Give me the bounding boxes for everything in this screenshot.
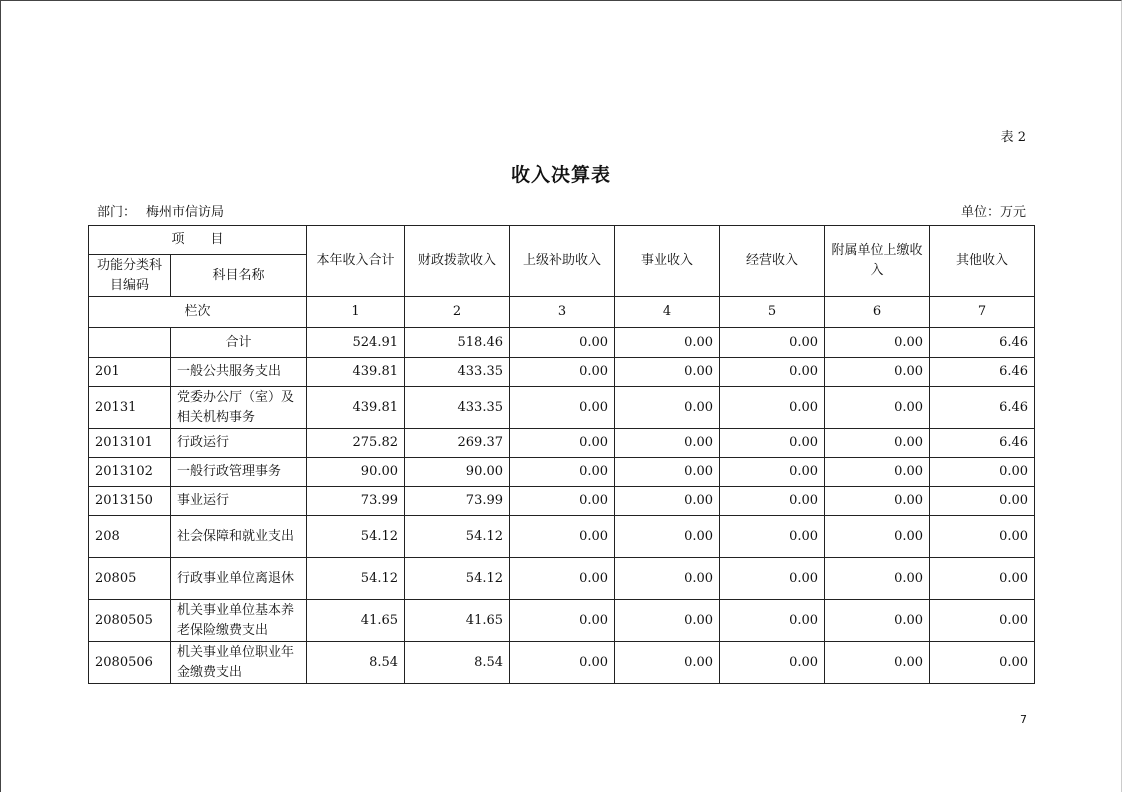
row-value: 439.81 xyxy=(307,387,405,429)
row-code: 20805 xyxy=(89,558,171,600)
row-value: 8.54 xyxy=(405,642,510,684)
row-value: 0.00 xyxy=(825,558,930,600)
row-value: 54.12 xyxy=(307,516,405,558)
header-col-7: 其他收入 xyxy=(930,226,1035,297)
row-code: 2080505 xyxy=(89,600,171,642)
row-value: 0.00 xyxy=(930,516,1035,558)
table-row xyxy=(89,642,1035,684)
row-value: 0.00 xyxy=(615,600,720,642)
header-col-4: 事业收入 xyxy=(615,226,720,297)
row-name: 行政事业单位离退休 xyxy=(171,558,307,600)
row-code: 2013150 xyxy=(89,487,171,516)
row-value: 439.81 xyxy=(307,358,405,387)
row-value: 0.00 xyxy=(510,458,615,487)
row-value: 0.00 xyxy=(825,328,930,358)
row-value: 0.00 xyxy=(720,558,825,600)
index-number: 7 xyxy=(930,297,1035,328)
row-code xyxy=(89,328,171,358)
index-number: 5 xyxy=(720,297,825,328)
row-value: 0.00 xyxy=(615,487,720,516)
table-row xyxy=(89,458,1035,487)
header-col-2: 财政拨款收入 xyxy=(405,226,510,297)
row-value: 54.12 xyxy=(307,558,405,600)
header-item: 项 目 xyxy=(89,226,307,255)
row-name: 一般公共服务支出 xyxy=(171,358,307,387)
row-value: 0.00 xyxy=(930,600,1035,642)
row-value: 0.00 xyxy=(510,358,615,387)
row-value: 0.00 xyxy=(510,487,615,516)
department-value: 梅州市信访局 xyxy=(146,205,225,220)
row-value: 518.46 xyxy=(405,328,510,358)
row-code: 201 xyxy=(89,358,171,387)
row-value: 73.99 xyxy=(307,487,405,516)
row-value: 0.00 xyxy=(720,458,825,487)
row-value: 0.00 xyxy=(930,458,1035,487)
index-number: 1 xyxy=(307,297,405,328)
row-value: 0.00 xyxy=(615,358,720,387)
row-value: 6.46 xyxy=(930,429,1035,458)
row-value: 0.00 xyxy=(720,429,825,458)
row-value: 0.00 xyxy=(615,516,720,558)
row-value: 0.00 xyxy=(510,642,615,684)
table-row xyxy=(89,558,1035,600)
index-label: 栏次 xyxy=(89,297,307,328)
page-title: 收入决算表 xyxy=(510,164,611,186)
row-value: 0.00 xyxy=(720,487,825,516)
row-value: 0.00 xyxy=(720,387,825,429)
row-name: 机关事业单位职业年金缴费支出 xyxy=(171,642,307,684)
row-value: 73.99 xyxy=(405,487,510,516)
table-row xyxy=(89,600,1035,642)
row-value: 0.00 xyxy=(615,558,720,600)
row-value: 524.91 xyxy=(307,328,405,358)
row-code: 2013102 xyxy=(89,458,171,487)
table-row xyxy=(89,487,1035,516)
header-col-1: 本年收入合计 xyxy=(307,226,405,297)
row-value: 0.00 xyxy=(930,487,1035,516)
row-name: 事业运行 xyxy=(171,487,307,516)
index-number: 3 xyxy=(510,297,615,328)
row-code: 208 xyxy=(89,516,171,558)
row-name: 党委办公厅（室）及相关机构事务 xyxy=(171,387,307,429)
row-value: 0.00 xyxy=(510,558,615,600)
row-value: 54.12 xyxy=(405,516,510,558)
row-value: 0.00 xyxy=(825,642,930,684)
row-value: 0.00 xyxy=(825,600,930,642)
row-value: 0.00 xyxy=(825,358,930,387)
row-value: 0.00 xyxy=(720,642,825,684)
header-col-6: 附属单位上缴收入 xyxy=(825,226,930,297)
row-value: 0.00 xyxy=(825,387,930,429)
row-value: 0.00 xyxy=(615,458,720,487)
row-value: 0.00 xyxy=(615,429,720,458)
row-value: 6.46 xyxy=(930,358,1035,387)
row-value: 8.54 xyxy=(307,642,405,684)
table-number: 表 2 xyxy=(1000,130,1026,145)
row-name: 一般行政管理事务 xyxy=(171,458,307,487)
row-value: 0.00 xyxy=(510,600,615,642)
header-col-3: 上级补助收入 xyxy=(510,226,615,297)
income-table xyxy=(88,225,1035,684)
header-col-5: 经营收入 xyxy=(720,226,825,297)
row-value: 0.00 xyxy=(930,558,1035,600)
row-value: 0.00 xyxy=(930,642,1035,684)
row-value: 269.37 xyxy=(405,429,510,458)
row-value: 0.00 xyxy=(510,429,615,458)
row-value: 0.00 xyxy=(510,328,615,358)
row-value: 0.00 xyxy=(615,642,720,684)
header-name: 科目名称 xyxy=(171,255,307,297)
row-value: 6.46 xyxy=(930,328,1035,358)
row-value: 41.65 xyxy=(307,600,405,642)
header-code: 功能分类科目编码 xyxy=(89,255,171,297)
index-number: 6 xyxy=(825,297,930,328)
row-value: 0.00 xyxy=(615,328,720,358)
row-value: 0.00 xyxy=(825,429,930,458)
row-value: 90.00 xyxy=(405,458,510,487)
index-number: 4 xyxy=(615,297,720,328)
row-name: 行政运行 xyxy=(171,429,307,458)
row-value: 0.00 xyxy=(825,458,930,487)
row-value: 0.00 xyxy=(510,387,615,429)
row-value: 433.35 xyxy=(405,387,510,429)
row-name: 机关事业单位基本养老保险缴费支出 xyxy=(171,600,307,642)
row-value: 0.00 xyxy=(825,487,930,516)
row-code: 2013101 xyxy=(89,429,171,458)
table-row xyxy=(89,328,1035,358)
row-value: 0.00 xyxy=(720,600,825,642)
row-value: 275.82 xyxy=(307,429,405,458)
row-value: 6.46 xyxy=(930,387,1035,429)
unit-label: 单位：万元 xyxy=(960,205,1026,220)
row-code: 2080506 xyxy=(89,642,171,684)
row-name: 合计 xyxy=(171,328,307,358)
table-row xyxy=(89,358,1035,387)
row-value: 0.00 xyxy=(825,516,930,558)
row-name: 社会保障和就业支出 xyxy=(171,516,307,558)
row-value: 0.00 xyxy=(510,516,615,558)
table-row xyxy=(89,387,1035,429)
row-value: 0.00 xyxy=(615,387,720,429)
row-value: 90.00 xyxy=(307,458,405,487)
row-code: 20131 xyxy=(89,387,171,429)
index-number: 2 xyxy=(405,297,510,328)
row-value: 41.65 xyxy=(405,600,510,642)
row-value: 54.12 xyxy=(405,558,510,600)
row-value: 0.00 xyxy=(720,328,825,358)
row-value: 0.00 xyxy=(720,516,825,558)
page-number: 7 xyxy=(1020,713,1027,726)
row-value: 433.35 xyxy=(405,358,510,387)
department-line xyxy=(97,201,224,220)
department-label: 部门： xyxy=(97,205,137,220)
row-value: 0.00 xyxy=(720,358,825,387)
table-row xyxy=(89,429,1035,458)
table-row xyxy=(89,516,1035,558)
